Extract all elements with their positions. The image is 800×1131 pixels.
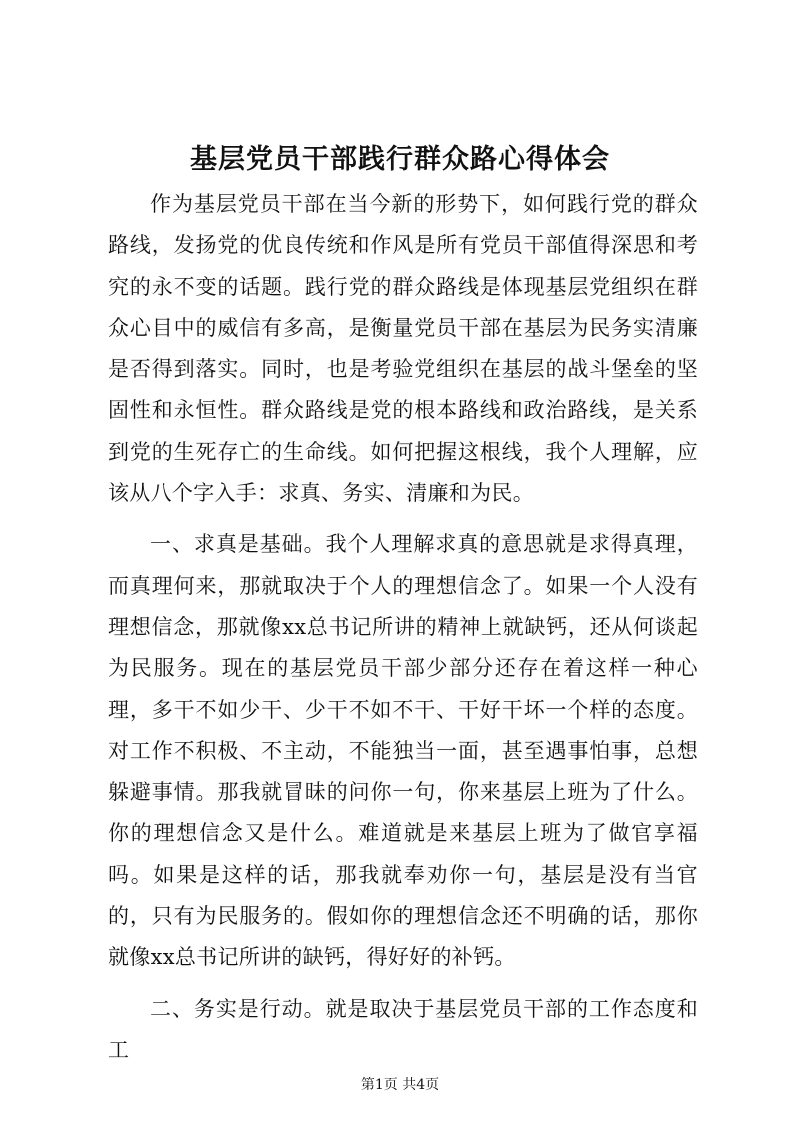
page-number-footer: 第1页 共4页 xyxy=(360,1077,440,1093)
document-title: 基层党员干部践行群众路心得体会 xyxy=(190,144,610,175)
paragraph-section-2: 二、务实是行动。就是取决于基层党员干部的工作态度和工 xyxy=(108,996,698,1062)
document-body xyxy=(108,184,698,1071)
paragraph-intro: 作为基层党员干部在当今新的形势下，如何践行党的群众路线，发扬党的优良传统和作风是所有党员干部值得深思和考究的永不变的话题。践行党的群众路线是体现基层党组织在群众心目中的威信有多高，是衡量党员干部在基层为民务实清廉是否得到落实。同时，也是考验党组织在基层的战斗堡垒的坚固性和永恒性。群众路线是党的根本路线和政治路线，是关系到党的生死存亡的生命线。如何把握这根线，我个人理解，应该从八个字入手：求真、务实、清廉和为民。 xyxy=(108,192,698,506)
paragraph-section-1: 一、求真是基础。我个人理解求真的意思就是求得真理，而真理何来，那就取决于个人的理想信念了。如果一个人没有理想信念，那就像xx总书记所讲的精神上就缺钙，还从何谈起为民服务。现在的基层党员干部少部分还存在着这样一种心理，多干不如少干、少干不如不干、干好干坏一个样的态度。对工作不积极、不主动，不能独当一面，甚至遇事怕事，总想躲避事情。那我就冒昧的问你一句，你来基层上班为了什么。你的理想信念又是什么。难道就是来基层上班为了做官享福吗。如果是这样的话，那我就奉劝你一句，基层是没有当官的，只有为民服务的。假如你的理想信念还不明确的话，那你就像xx总书记所讲的缺钙，得好好的补钙。 xyxy=(108,532,698,970)
